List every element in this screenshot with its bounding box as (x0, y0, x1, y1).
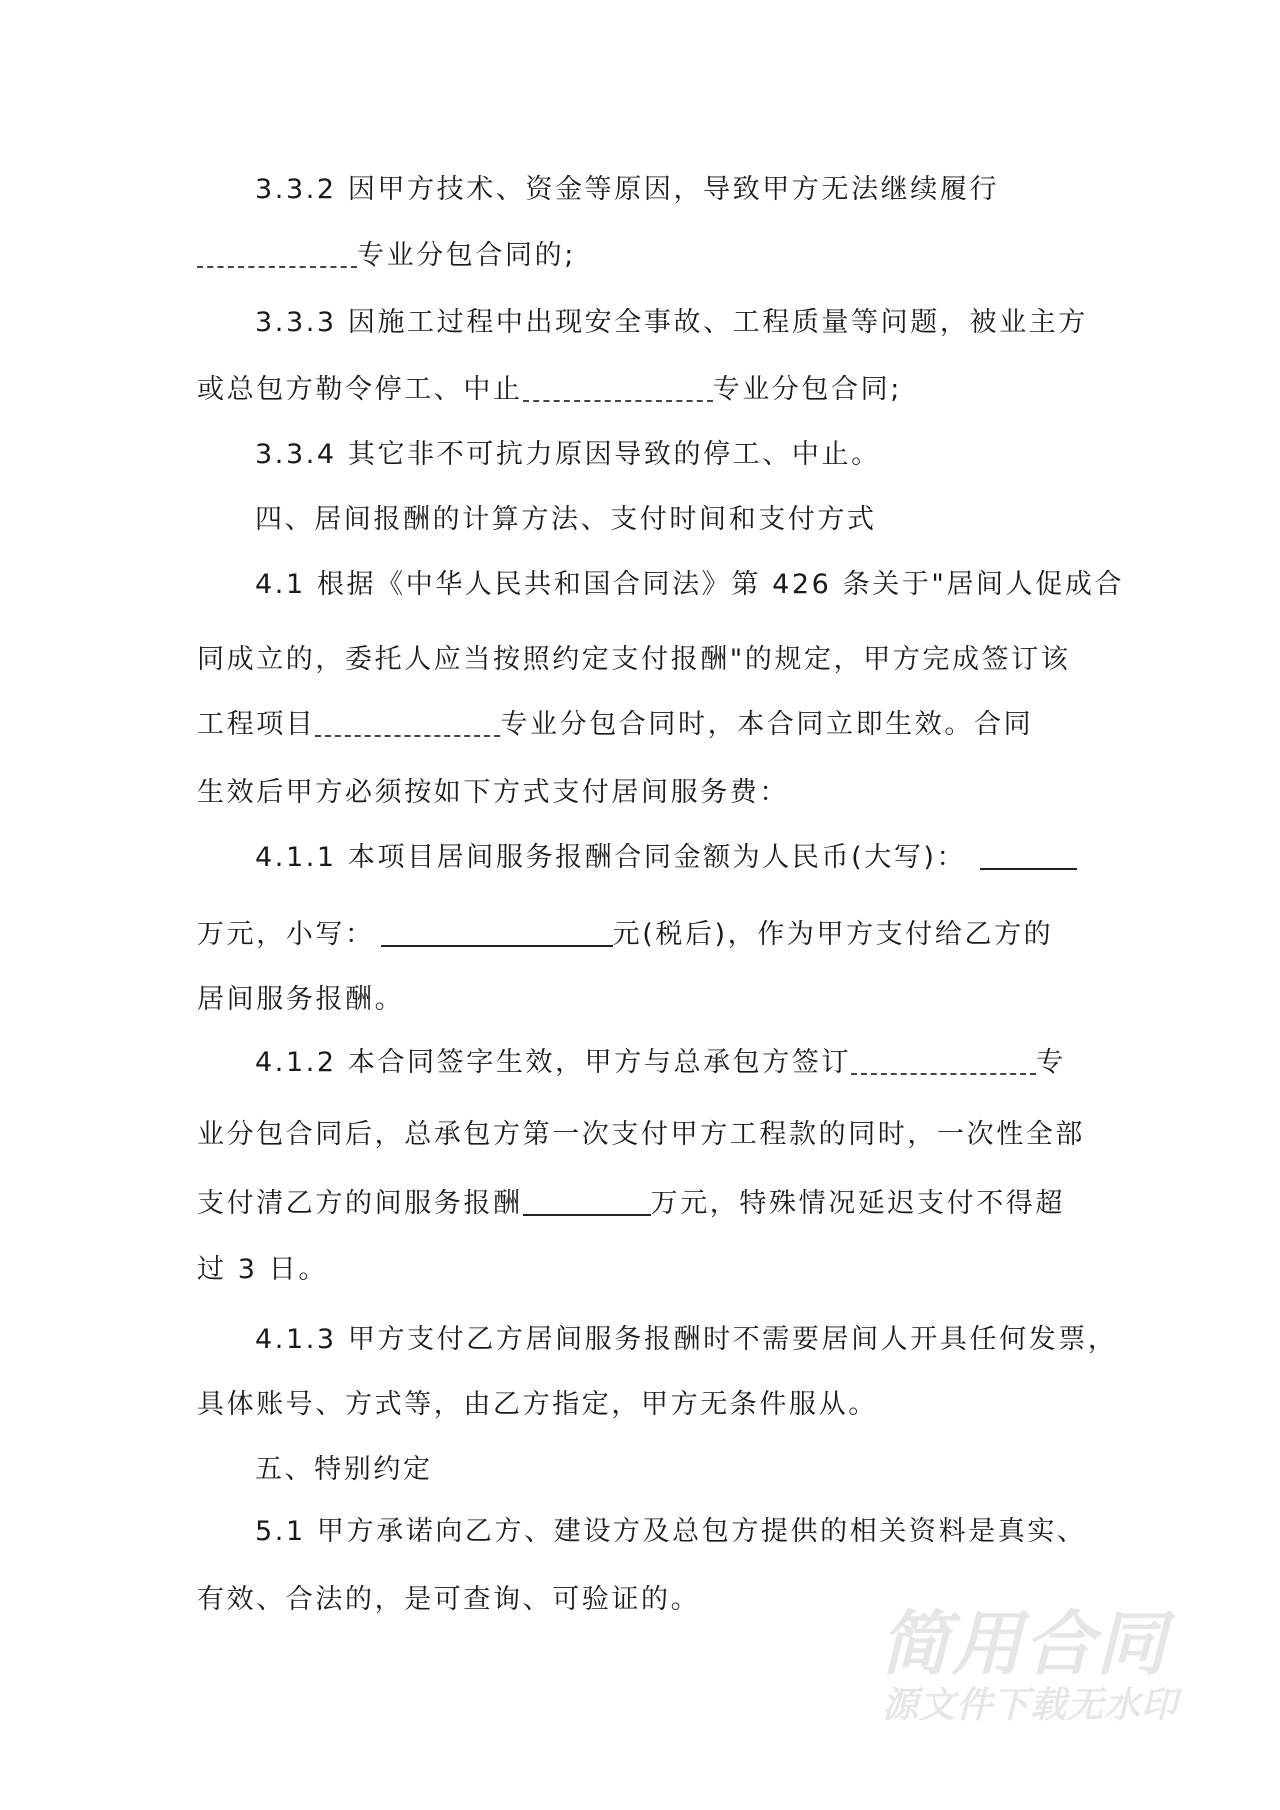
clause-4-1-2-line1 (255, 1043, 1087, 1083)
clause-text: 元(税后)，作为甲方支付给乙方的 (612, 919, 1054, 950)
clause-text: 或总包方勒令停工、中止 (197, 374, 523, 405)
clause-4-1-3-line2: 具体账号、方式等，由乙方指定，甲方无条件服从。 (197, 1389, 878, 1420)
blank-field[interactable] (523, 372, 713, 402)
clause-4-1-3-line1: 4.1.3 甲方支付乙方居间服务报酬时不需要居间人开具任何发票， (255, 1324, 1118, 1355)
clause-5-1-line2: 有效、合法的，是可查询、可验证的。 (197, 1584, 701, 1615)
clause-text: 专业分包合同的; (357, 240, 576, 271)
clause-4-1-line3 (197, 705, 1087, 745)
clause-text: 万元，特殊情况延迟支付不得超 (650, 1188, 1066, 1219)
clause-text: 专 (1036, 1047, 1066, 1078)
clause-4-1-2-line3 (197, 1184, 1087, 1224)
clause-text: 4.1.1 本项目居间服务报酬合同金额为人民币(大写)： (255, 842, 967, 873)
clause-text: 工程项目 (197, 709, 316, 740)
clause-4-1-1-line3: 居间服务报酬。 (197, 984, 405, 1015)
clause-3-3-3-line2 (197, 370, 1087, 410)
clause-4-1-2-line4: 过 3 日。 (197, 1254, 328, 1285)
blank-field[interactable] (851, 1045, 1036, 1075)
section-4-heading: 四、居间报酬的计算方法、支付时间和支付方式 (255, 504, 877, 535)
watermark-title: 简用合同 (880, 1603, 1168, 1685)
clause-4-1-2-line2: 业分包合同后，总承包方第一次支付甲方工程款的同时，一次性全部 (197, 1119, 1085, 1150)
clause-4-1-line2: 同成立的，委托人应当按照约定支付报酬"的规定，甲方完成签订该 (197, 644, 1071, 675)
amount-uppercase-field[interactable] (980, 840, 1077, 870)
clause-4-1-line1: 4.1 根据《中华人民共和国合同法》第 426 条关于"居间人促成合 (255, 569, 1125, 600)
watermark-subtitle: 源文件下载无水印 (882, 1685, 1179, 1726)
clause-5-1-line1: 5.1 甲方承诺向乙方、建设方及总包方提供的相关资料是真实、 (255, 1516, 1087, 1547)
clause-text: 支付清乙方的间服务报酬 (197, 1188, 523, 1219)
blank-field[interactable] (197, 238, 357, 268)
clause-3-3-4: 3.3.4 其它非不可抗力原因导致的停工、中止。 (255, 439, 881, 470)
clause-text: 万元，小写： (197, 919, 375, 950)
clause-text: 专业分包合同时，本合同立即生效。合同 (500, 709, 1034, 740)
blank-field[interactable] (315, 707, 500, 737)
section-5-heading: 五、特别约定 (255, 1454, 433, 1485)
clause-4-1-1-line1 (255, 838, 1087, 878)
remuneration-amount-field[interactable] (523, 1186, 651, 1216)
clause-text: 专业分包合同; (712, 374, 902, 405)
clause-4-1-line4: 生效后甲方必须按如下方式支付居间服务费： (197, 777, 789, 808)
clause-4-1-1-line2 (197, 915, 1087, 955)
amount-numeric-field[interactable] (381, 917, 613, 947)
clause-text: 4.1.2 本合同签字生效，甲方与总承包方签订 (255, 1047, 852, 1078)
clause-3-3-2-line2 (197, 236, 1087, 276)
clause-3-3-2-line1: 3.3.2 因甲方技术、资金等原因，导致甲方无法继续履行 (255, 174, 1000, 205)
clause-3-3-3-line1: 3.3.3 因施工过程中出现安全事故、工程质量等问题，被业主方 (255, 307, 1088, 338)
